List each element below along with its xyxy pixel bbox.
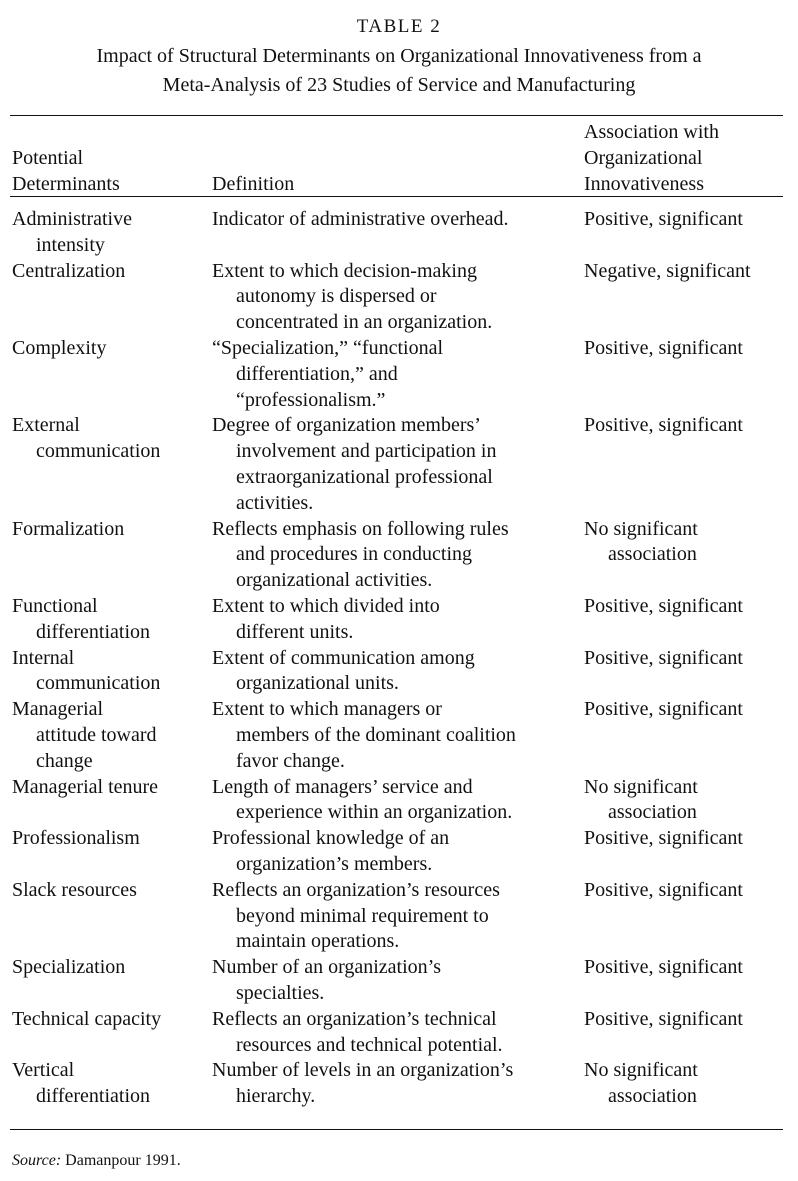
cell-determinant-line: differentiation — [36, 620, 151, 643]
cell-definition-line: resources and technical potential. — [236, 1033, 503, 1056]
column-header-definition — [212, 171, 294, 197]
cell-determinant — [12, 517, 124, 543]
cell-definition-line: organization’s members. — [236, 852, 433, 875]
cell-definition — [212, 1007, 503, 1059]
table-row — [0, 413, 798, 516]
header-line: Innovativeness — [584, 173, 704, 195]
table-title — [0, 42, 798, 100]
cell-determinant-line: attitude toward — [36, 723, 157, 746]
header-line: Organizational — [584, 147, 703, 169]
cell-determinant — [12, 259, 125, 285]
cell-association — [584, 697, 743, 723]
table-row — [0, 697, 798, 774]
cell-association — [584, 336, 743, 362]
cell-association — [584, 594, 743, 620]
cell-definition-line: involvement and participation in — [236, 440, 497, 463]
cell-definition-line: concentrated in an organization. — [236, 311, 493, 334]
cell-determinant — [12, 955, 125, 981]
cell-definition-line: favor change. — [236, 749, 345, 772]
cell-definition-line: and procedures in conducting — [236, 543, 473, 566]
cell-definition-line: organizational activities. — [236, 569, 433, 592]
table-row — [0, 1058, 798, 1110]
cell-determinant-line: Specialization — [12, 956, 126, 979]
table-row — [0, 775, 798, 827]
cell-determinant-line: communication — [36, 440, 161, 463]
cell-association-line: association — [608, 1085, 697, 1108]
cell-definition — [212, 517, 509, 594]
cell-determinant — [12, 775, 158, 801]
cell-association-line: association — [608, 801, 697, 824]
table-row — [0, 336, 798, 413]
cell-determinant-line: Complexity — [12, 336, 107, 359]
cell-determinant-line: Formalization — [12, 517, 125, 540]
cell-association-line: Positive, significant — [584, 414, 743, 437]
cell-determinant-line: change — [36, 749, 93, 772]
cell-determinant — [12, 826, 140, 852]
cell-definition-line: Reflects an organization’s resources — [212, 878, 500, 901]
table-body — [0, 207, 798, 1110]
cell-determinant-line: External — [12, 414, 80, 437]
cell-determinant-line: intensity — [36, 233, 105, 256]
cell-definition — [212, 646, 475, 698]
cell-association-line: Positive, significant — [584, 878, 743, 901]
cell-definition-line: Length of managers’ service and — [212, 775, 473, 798]
cell-definition-line: experience within an organization. — [236, 801, 513, 824]
cell-definition-line: maintain operations. — [236, 930, 400, 953]
cell-definition-line: beyond minimal requirement to — [236, 904, 489, 927]
cell-definition-line: “professionalism.” — [236, 388, 386, 411]
cell-determinant-line: Centralization — [12, 259, 126, 282]
column-header-association — [584, 119, 719, 197]
table-row — [0, 259, 798, 336]
cell-determinant-line: Technical capacity — [12, 1007, 162, 1030]
cell-definition-line: Reflects an organization’s technical — [212, 1007, 497, 1030]
cell-definition-line: members of the dominant coalition — [236, 723, 516, 746]
cell-association-line: No significant — [584, 517, 698, 540]
header-line: Association with — [584, 121, 719, 143]
cell-determinant-line: Professionalism — [12, 827, 140, 850]
cell-association-line: Positive, significant — [584, 208, 743, 230]
cell-definition-line: “Specialization,” “functional — [212, 336, 444, 359]
cell-definition-line: Number of levels in an organization’s — [212, 1059, 514, 1082]
cell-definition-line: hierarchy. — [236, 1085, 316, 1108]
cell-association-line: association — [608, 543, 697, 566]
cell-determinant — [12, 1007, 161, 1033]
cell-definition — [212, 1058, 513, 1110]
cell-determinant — [12, 646, 160, 698]
cell-association-line: No significant — [584, 775, 698, 798]
cell-association-line: Negative, significant — [584, 259, 751, 282]
cell-association — [584, 1007, 743, 1033]
table-row — [0, 878, 798, 955]
cell-definition-line: Extent to which divided into — [212, 594, 440, 617]
table-row — [0, 646, 798, 698]
cell-determinant — [12, 336, 106, 362]
cell-determinant — [12, 697, 157, 774]
cell-definition-line: extraorganizational professional — [236, 465, 493, 488]
cell-definition — [212, 336, 443, 413]
cell-determinant-line: Vertical — [12, 1059, 75, 1082]
cell-determinant-line: Administrative — [12, 208, 132, 230]
cell-determinant — [12, 207, 132, 259]
cell-determinant — [12, 878, 137, 904]
header-line: Determinants — [12, 173, 120, 195]
cell-determinant-line: Managerial — [12, 698, 104, 721]
table-row — [0, 955, 798, 1007]
cell-definition — [212, 207, 509, 233]
cell-association — [584, 413, 743, 439]
cell-determinant-line: Functional — [12, 594, 98, 617]
cell-definition-line: different units. — [236, 620, 354, 643]
table-title-line: Meta-Analysis of 23 Studies of Service and Manufacturing — [162, 74, 636, 96]
cell-determinant-line: Managerial tenure — [12, 775, 159, 798]
cell-determinant — [12, 594, 150, 646]
cell-association-line: Positive, significant — [584, 1007, 743, 1030]
cell-association — [584, 826, 743, 852]
cell-definition-line: autonomy is dispersed or — [236, 285, 437, 308]
source-label: Source: — [12, 1152, 62, 1169]
table-source-note — [12, 1150, 181, 1172]
cell-definition — [212, 594, 440, 646]
cell-definition-line: Degree of organization members’ — [212, 414, 481, 437]
header-rule — [10, 196, 783, 197]
cell-definition-line: activities. — [236, 491, 314, 514]
cell-determinant — [12, 413, 160, 465]
cell-definition — [212, 826, 449, 878]
cell-definition-line: specialties. — [236, 981, 325, 1004]
cell-definition-line: Professional knowledge of an — [212, 827, 450, 850]
table-label: TABLE 2 — [356, 16, 442, 37]
table-row — [0, 517, 798, 594]
bottom-rule — [10, 1129, 783, 1130]
cell-definition-line: Extent to which decision-making — [212, 259, 477, 282]
cell-association — [584, 775, 698, 827]
cell-association — [584, 1058, 698, 1110]
cell-definition — [212, 259, 492, 336]
cell-association — [584, 878, 743, 904]
cell-definition — [212, 413, 497, 516]
header-line: Potential — [12, 147, 84, 169]
table-row — [0, 826, 798, 878]
table-row — [0, 594, 798, 646]
source-text: Damanpour 1991. — [61, 1152, 181, 1169]
top-rule — [10, 115, 783, 116]
cell-definition — [212, 775, 512, 827]
cell-association-line: Positive, significant — [584, 698, 743, 721]
cell-definition — [212, 697, 516, 774]
cell-association-line: Positive, significant — [584, 827, 743, 850]
cell-definition-line: Indicator of administrative overhead. — [212, 208, 509, 230]
cell-definition-line: Extent of communication among — [212, 646, 475, 669]
cell-association — [584, 955, 743, 981]
cell-association — [584, 646, 743, 672]
cell-association-line: Positive, significant — [584, 594, 743, 617]
cell-definition-line: Reflects emphasis on following rules — [212, 517, 509, 540]
cell-definition — [212, 878, 500, 955]
cell-association-line: Positive, significant — [584, 646, 743, 669]
cell-association-line: No significant — [584, 1059, 698, 1082]
cell-definition-line: Extent to which managers or — [212, 698, 442, 721]
header-line: Definition — [212, 173, 295, 195]
cell-determinant-line: Slack resources — [12, 878, 137, 901]
cell-determinant-line: communication — [36, 672, 161, 695]
cell-definition — [212, 955, 441, 1007]
cell-association — [584, 207, 743, 233]
cell-definition-line: differentiation,” and — [236, 362, 398, 385]
cell-definition-line: organizational units. — [236, 672, 399, 695]
cell-association-line: Positive, significant — [584, 336, 743, 359]
table-row — [0, 207, 798, 259]
cell-association-line: Positive, significant — [584, 956, 743, 979]
table-row — [0, 1007, 798, 1059]
cell-determinant-line: Internal — [12, 646, 75, 669]
column-header-determinants — [12, 145, 120, 197]
cell-determinant-line: differentiation — [36, 1085, 151, 1108]
cell-association — [584, 517, 698, 569]
cell-definition-line: Number of an organization’s — [212, 956, 442, 979]
cell-determinant — [12, 1058, 150, 1110]
cell-association — [584, 259, 751, 285]
table-title-line: Impact of Structural Determinants on Organizational Innovativeness from a — [96, 45, 702, 67]
